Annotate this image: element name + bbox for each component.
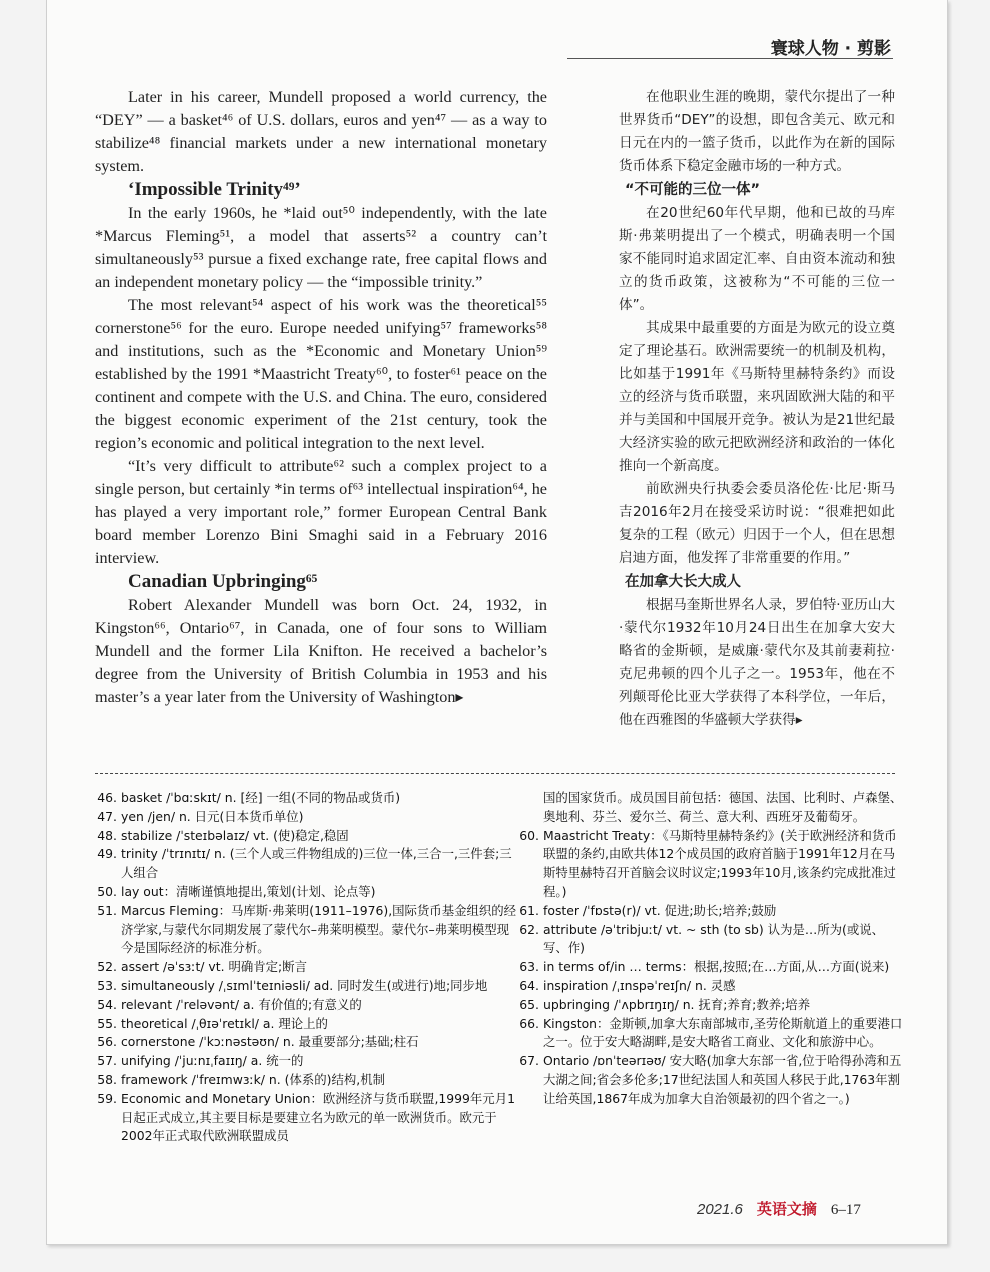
- vocabulary-notes-right: [515, 789, 903, 1109]
- note-item: [93, 1071, 519, 1090]
- note-text: basket /ˈbɑːskɪt/ n. [经] 一组(不同的物品或货币): [121, 790, 401, 805]
- note-number: 48.: [97, 827, 117, 843]
- note-number: 49.: [97, 846, 117, 862]
- english-paragraph-2: In the early 1960s, he *laid out⁵⁰ independently, with the late *Marcus Fleming⁵¹, a model that asserts⁵² a country can’t simultaneously⁵³ pursue a fixed exchange rate, free capital flows and an independent monetary policy — the “impossible trinity.”: [95, 204, 547, 291]
- issue-date: 2021.6: [697, 1201, 743, 1218]
- note-number: 58.: [97, 1071, 117, 1087]
- magazine-page: [46, 0, 948, 1245]
- note-item: [515, 1015, 903, 1053]
- note-item: [93, 996, 519, 1015]
- note-number: 66.: [519, 1015, 539, 1031]
- note-text: in terms of/in … terms：根据,按照;在…方面,从…方面(说来): [543, 959, 890, 975]
- note-text: Maastricht Treaty：《马斯特里赫特条约》(关于欧洲经济和货币联盟的条约,由欧共体12个成员国的政府首脑于1991年12月在马斯特里赫特召开首脑会议时议定;1993年10月,该条约完成批准过程。): [543, 827, 897, 899]
- note-item: [515, 977, 903, 996]
- note-number: 47.: [97, 808, 117, 824]
- note-text: 国的国家货币。成员国目前包括：德国、法国、比利时、卢森堡、奥地利、芬兰、爱尔兰、荷兰、意大利、西班牙及葡萄牙。: [543, 790, 903, 824]
- note-text: trinity /ˈtrɪnɪtɪ/ n. (三个人或三件物组成的)三位一体,三合一,三件套;三人组合: [121, 846, 512, 881]
- note-item: [93, 845, 519, 883]
- chinese-paragraph-1: 在他职业生涯的晚期，蒙代尔提出了一种世界货币“DEY”的设想，即包含美元、欧元和日元在内的一篮子货币，以此作为在新的国际货币体系下稳定金融市场的一种方式。: [619, 89, 895, 174]
- note-text: lay out：清晰谨慎地提出,策划(计划、论点等): [121, 883, 376, 899]
- note-item: [93, 827, 519, 846]
- note-number: 60.: [519, 827, 539, 843]
- english-paragraph-5: Robert Alexander Mundell was born Oct. 24, 1932, in Kingston⁶⁶, Ontario⁶⁷, in Canada, one of four sons to William Mundell and the former Lila Knifton. He received a bachelor’s degree from the University of British Columbia in 1953 and his master’s a year later from the University of Washington▸: [95, 596, 547, 706]
- chinese-paragraph-5: 根据马奎斯世界名人录，罗伯特·亚历山大·蒙代尔1932年10月24日出生在加拿大安大略省的金斯顿，是威廉·蒙代尔及其前妻莉拉·克尼弗顿的四个儿子之一。1953年，他在不列颠哥伦比亚大学获得了本科学位，一年后，他在西雅图的华盛顿大学获得▸: [619, 597, 896, 728]
- note-item: [93, 1090, 519, 1146]
- note-continuation: [515, 789, 903, 827]
- note-text: foster /ˈfɒstə(r)/ vt. 促进;助长;培养;鼓励: [543, 902, 777, 918]
- note-number: 53.: [97, 977, 117, 993]
- note-item: [93, 1052, 519, 1071]
- english-paragraph-1: Later in his career, Mundell proposed a world currency, the “DEY” — a basket⁴⁶ of U.S. dollars, euros and yen⁴⁷ — as a way to stabilize⁴⁸ financial markets under a new international monetary system.: [95, 88, 547, 175]
- note-number: 54.: [97, 996, 117, 1012]
- note-item: [93, 977, 519, 996]
- note-item: [93, 789, 519, 808]
- note-number: 46.: [97, 790, 117, 805]
- note-item: [93, 808, 519, 827]
- page-footer: [697, 1198, 861, 1219]
- note-number: 64.: [519, 977, 539, 993]
- note-number: 50.: [97, 883, 117, 899]
- notes-divider: [95, 773, 895, 774]
- note-text: yen /jen/ n. 日元(日本货币单位): [121, 808, 304, 824]
- magazine-brand: 英语文摘: [756, 1200, 817, 1218]
- note-text: upbringing /ˈʌpbrɪŋɪŋ/ n. 抚育;养育;教养;培养: [543, 996, 811, 1012]
- chinese-paragraph-3: 其成果中最重要的方面是为欧元的设立奠定了理论基石。欧洲需要统一的机制及机构，比如基于1991年《马斯特里赫特条约》而设立的经济与货币联盟，来巩固欧洲大陆的和平并与美国和中国展开竞争。被认为是21世纪最大经济实验的欧元把欧洲经济和政治的一体化推向一个新高度。: [619, 320, 895, 474]
- section-header: 寰球人物 · 剪影: [770, 39, 891, 59]
- note-text: assert /əˈsɜːt/ vt. 明确肯定;断言: [121, 959, 307, 975]
- note-number: 62.: [519, 921, 539, 937]
- note-number: 61.: [519, 902, 539, 918]
- note-text: Economic and Monetary Union：欧洲经济与货币联盟,1999年元月1日起正式成立,其主要目标是要建立名为欧元的单一欧洲货币。欧元于2002年正式取代欧洲联盟成员: [121, 1090, 515, 1144]
- note-number: 59.: [97, 1090, 117, 1106]
- chinese-column: [619, 86, 895, 732]
- note-item: [93, 883, 519, 902]
- note-text: Marcus Fleming：马库斯·弗莱明(1911–1976),国际货币基金组织的经济学家,与蒙代尔同期发展了蒙代尔–弗莱明模型。蒙代尔–弗莱明模型现今是国际经济的标准分析。: [121, 902, 517, 956]
- note-number: 63.: [519, 959, 539, 975]
- note-item: [515, 996, 903, 1015]
- english-paragraph-3: The most relevant⁵⁴ aspect of his work was the theoretical⁵⁵ cornerstone⁵⁶ for the euro. Europe needed unifying⁵⁷ frameworks⁵⁸ and institutions, such as the *Economic and Monetary Union⁵⁹ established by the 1991 *Maastricht Treaty⁶⁰, to foster⁶¹ peace on the continent and compete with the U.S. and China. The euro, considered the biggest economic experiment of the 21st century, took the region’s economic and political integration to the next level.: [95, 296, 547, 452]
- note-number: 56.: [97, 1034, 117, 1050]
- note-item: [515, 1052, 903, 1108]
- note-text: cornerstone /ˈkɔːnəstəʊn/ n. 最重要部分;基础;柱石: [121, 1034, 419, 1050]
- note-item: [93, 1033, 519, 1052]
- note-number: 65.: [519, 996, 539, 1012]
- note-text: unifying /ˈjuːnɪˌfaɪɪŋ/ a. 统一的: [121, 1053, 304, 1069]
- note-item: [515, 958, 903, 977]
- chinese-paragraph-4: 前欧洲央行执委会委员洛伦佐·比尼·斯马吉2016年2月在接受采访时说：“很难把如此复杂的工程（欧元）归因于一个人，但在思想启迪方面，他发挥了非常重要的作用。”: [619, 481, 895, 566]
- note-text: simultaneously /ˌsɪmlˈteɪniəsli/ ad. 同时发生(或进行)地;同步地: [121, 977, 488, 993]
- note-number: 67.: [519, 1053, 539, 1069]
- note-text: stabilize /ˈsteɪbəlaɪz/ vt. (使)稳定,稳固: [121, 827, 349, 843]
- page-number: 6–17: [830, 1202, 861, 1218]
- note-item: [515, 827, 903, 902]
- note-text: theoretical /ˌθɪəˈretɪkl/ a. 理论上的: [121, 1015, 328, 1031]
- english-heading-impossible-trinity: ‘Impossible Trinity⁴⁹’: [128, 179, 301, 200]
- note-text: inspiration /ˌɪnspəˈreɪʃn/ n. 灵感: [543, 977, 736, 993]
- chinese-heading-canadian-upbringing: 在加拿大长大成人: [625, 574, 741, 590]
- note-item: [93, 902, 519, 958]
- header-rule: [567, 58, 893, 59]
- note-number: 55.: [97, 1015, 117, 1031]
- note-item: [93, 958, 519, 977]
- note-item: [515, 921, 903, 959]
- note-number: 52.: [97, 959, 117, 975]
- note-text: Ontario /ɒnˈteərɪəʊ/ 安大略(加拿大东部一省,位于哈得孙湾和五大湖之间;省会多伦多;17世纪法国人和英国人移民于此,1763年割让给英国,1867年成为加拿大自治领最初的四个省之一。): [543, 1053, 902, 1106]
- english-column: [95, 86, 547, 709]
- note-item: [515, 902, 903, 921]
- chinese-heading-impossible-trinity: “不可能的三位一体”: [625, 182, 761, 198]
- vocabulary-notes-left: [93, 789, 519, 1146]
- note-text: relevant /ˈreləvənt/ a. 有价值的;有意义的: [121, 996, 362, 1012]
- note-item: [93, 1015, 519, 1034]
- note-number: 57.: [97, 1053, 117, 1069]
- note-number: 51.: [97, 902, 117, 918]
- english-heading-canadian-upbringing: Canadian Upbringing⁶⁵: [128, 571, 318, 592]
- note-text: attribute /əˈtribjuːt/ vt. ~ sth (to sb) 认为是…所为(或说、写、作): [543, 921, 885, 956]
- english-paragraph-4: “It’s very difficult to attribute⁶² such a complex project to a single person, but certainly *in terms of⁶³ intellectual inspiration⁶⁴, he has played a very important role,” former European Central Bank board member Lorenzo Bini Smaghi said in a February 2016 interview.: [95, 457, 547, 567]
- note-text: framework /ˈfreɪmwɜːk/ n. (体系的)结构,机制: [121, 1071, 385, 1087]
- note-text: Kingston：金斯顿,加拿大东南部城市,圣劳伦斯航道上的重要港口之一。位于安大略湖畔,是安大略省工商业、文化和旅游中心。: [543, 1015, 903, 1050]
- chinese-paragraph-2: 在20世纪60年代早期，他和已故的马库斯·弗莱明提出了一个模式，明确表明一个国家不能同时追求固定汇率、自由资本流动和独立的货币政策，这被称为“不可能的三位一体”。: [619, 205, 895, 313]
